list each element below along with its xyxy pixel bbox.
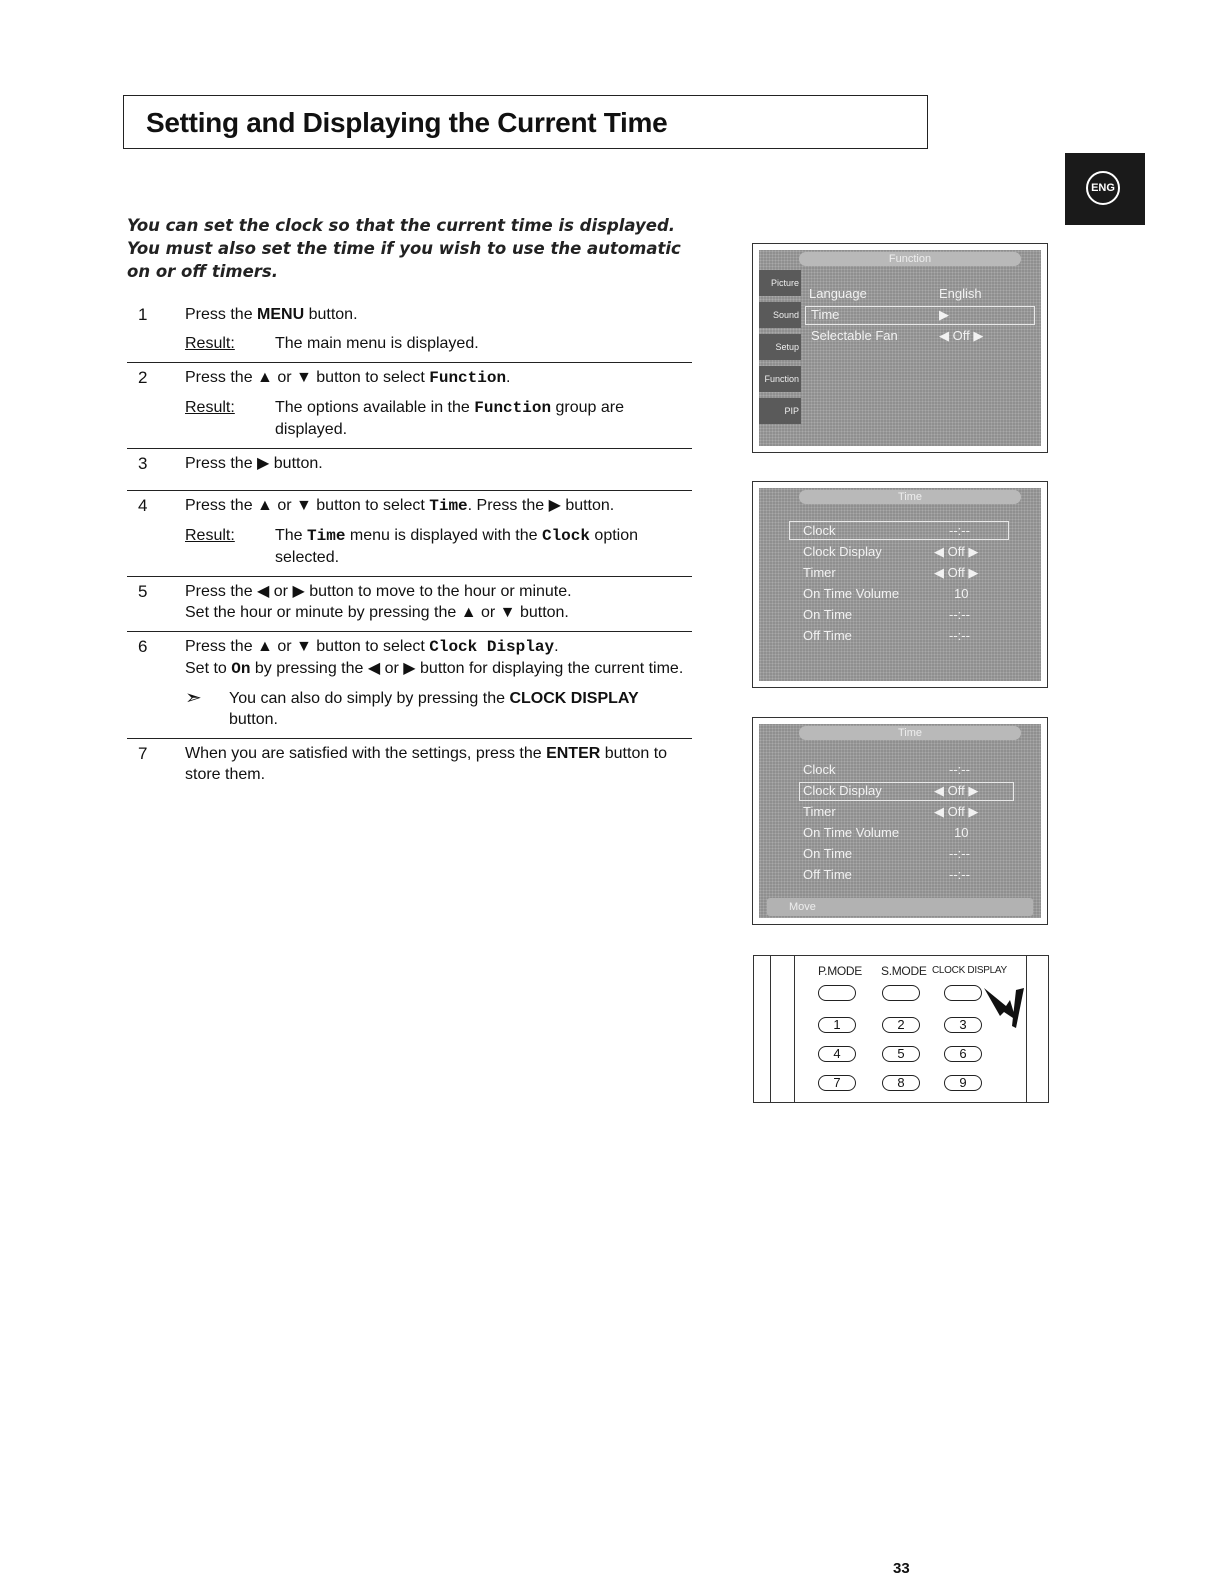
step-4 <box>127 491 692 577</box>
result-label: Result: <box>185 399 235 416</box>
menu-row-value: --:-- <box>949 762 970 777</box>
picture-icon: Picture <box>759 270 801 296</box>
key-5-button[interactable]: 5 <box>882 1046 920 1062</box>
divider <box>794 956 795 1102</box>
menu-row-label: Selectable Fan <box>811 328 898 343</box>
menu-row-value: 10 <box>954 586 969 601</box>
menu-row-value: --:-- <box>949 628 970 643</box>
key-2-button[interactable]: 2 <box>882 1017 920 1033</box>
osd-title: Function <box>799 252 1021 266</box>
step-6 <box>127 632 692 739</box>
page-number: 33 <box>893 1560 910 1577</box>
time-menu-clock-display-screenshot <box>752 717 1048 925</box>
function-menu-screenshot <box>752 243 1048 453</box>
menu-row-label: Clock Display <box>803 783 882 798</box>
remote-control-illustration <box>753 955 1049 1103</box>
menu-row-value: ◀ Off ▶ <box>934 565 979 580</box>
menu-row-label: Clock <box>803 523 836 538</box>
step-7 <box>127 739 692 793</box>
result-label: Result: <box>185 527 235 544</box>
step-text: Press the ▶ button. <box>185 455 323 472</box>
step-text: Press the ▲ or ▼ button to select Clock Display. Set to On by pressing the ◀ or ▶ button for displaying the current time. <box>185 638 684 678</box>
osd-title: Time <box>799 490 1021 504</box>
smode-label: S.MODE <box>881 964 927 978</box>
menu-row-value: ◀ Off ▶ <box>934 804 979 819</box>
menu-row-value: 10 <box>954 825 969 840</box>
step-note <box>185 688 692 730</box>
menu-row-label: Timer <box>803 804 836 819</box>
menu-row-label: Off Time <box>803 628 852 643</box>
pmode-label: P.MODE <box>818 964 862 978</box>
menu-row-label: Off Time <box>803 867 852 882</box>
step-text: When you are satisfied with the settings, press the ENTER button to store them. <box>185 745 668 783</box>
result-label: Result: <box>185 335 235 352</box>
step-result <box>185 333 692 354</box>
step-text: Press the MENU button. <box>185 306 358 323</box>
menu-row-label: Time <box>811 307 840 322</box>
menu-row-value: English <box>939 286 982 301</box>
step-text: Press the ▲ or ▼ button to select Function. <box>185 369 511 387</box>
menu-row-label: Clock Display <box>803 544 882 559</box>
step-number: 2 <box>138 368 148 387</box>
divider <box>770 956 771 1102</box>
step-number: 1 <box>138 305 148 324</box>
intro-text: You can set the clock so that the current time is displayed. You must also set the time if you wish to use the automatic on or off timers. <box>127 216 681 281</box>
menu-row-label: Language <box>809 286 867 301</box>
note-text: You can also do simply by pressing the CLOCK DISPLAY button. <box>229 690 639 728</box>
step-3 <box>127 449 692 491</box>
step-result <box>185 525 692 568</box>
pressing-finger-icon <box>980 976 1028 1028</box>
time-menu-clock-screenshot <box>752 481 1048 688</box>
key-7-button[interactable]: 7 <box>818 1075 856 1091</box>
step-number: 6 <box>138 637 148 656</box>
steps-list <box>127 300 692 793</box>
key-3-button[interactable]: 3 <box>944 1017 982 1033</box>
step-number: 7 <box>138 744 148 763</box>
menu-row-value: --:-- <box>949 523 970 538</box>
menu-row-value: --:-- <box>949 867 970 882</box>
language-badge: ENG <box>1086 171 1120 205</box>
menu-row-value: ◀ Off ▶ <box>939 328 984 343</box>
clock-display-button[interactable] <box>944 985 982 1001</box>
osd-bottom-bar <box>767 898 1033 916</box>
setup-icon: Setup <box>759 334 801 360</box>
pip-icon: PIP <box>759 398 801 424</box>
menu-row-label: On Time Volume <box>803 586 900 601</box>
step-2 <box>127 363 692 449</box>
clock-display-label: CLOCK DISPLAY <box>932 965 1007 976</box>
step-text: Press the ▲ or ▼ button to select Time. Press the ▶ button. <box>185 497 615 515</box>
result-text: The main menu is displayed. <box>275 335 479 352</box>
menu-row-value: --:-- <box>949 846 970 861</box>
menu-row-value: ◀ Off ▶ <box>934 783 979 798</box>
step-number: 4 <box>138 496 148 515</box>
note-arrow-icon: ➣ <box>185 687 202 709</box>
key-8-button[interactable]: 8 <box>882 1075 920 1091</box>
menu-row-label: On Time Volume <box>803 825 900 840</box>
sound-icon: Sound <box>759 302 801 328</box>
page-title: Setting and Displaying the Current Time <box>146 107 668 138</box>
menu-row-selected <box>805 306 1035 325</box>
menu-row-value: ▶ <box>939 307 949 322</box>
osd-title: Time <box>799 726 1021 740</box>
menu-row-value: ◀ Off ▶ <box>934 544 979 559</box>
title-box <box>123 95 928 149</box>
menu-row-value: --:-- <box>949 607 970 622</box>
move-hint: Move <box>789 901 816 913</box>
step-5 <box>127 577 692 632</box>
menu-row-label: Timer <box>803 565 836 580</box>
menu-row-label: On Time <box>803 846 853 861</box>
smode-button[interactable] <box>882 985 920 1001</box>
pmode-button[interactable] <box>818 985 856 1001</box>
result-text: The Time menu is displayed with the Clock option selected. <box>275 527 639 566</box>
menu-row-label: On Time <box>803 607 853 622</box>
key-6-button[interactable]: 6 <box>944 1046 982 1062</box>
step-1 <box>127 300 692 363</box>
result-text: The options available in the Function group are displayed. <box>275 399 624 438</box>
function-icon: Function <box>759 366 801 392</box>
step-text: Press the ◀ or ▶ button to move to the hour or minute. Set the hour or minute by pressing the ▲ or ▼ button. <box>185 583 572 621</box>
key-1-button[interactable]: 1 <box>818 1017 856 1033</box>
key-9-button[interactable]: 9 <box>944 1075 982 1091</box>
step-number: 3 <box>138 454 148 473</box>
key-4-button[interactable]: 4 <box>818 1046 856 1062</box>
step-number: 5 <box>138 582 148 601</box>
step-result <box>185 397 692 440</box>
language-tab <box>1065 153 1145 225</box>
menu-row-label: Clock <box>803 762 836 777</box>
